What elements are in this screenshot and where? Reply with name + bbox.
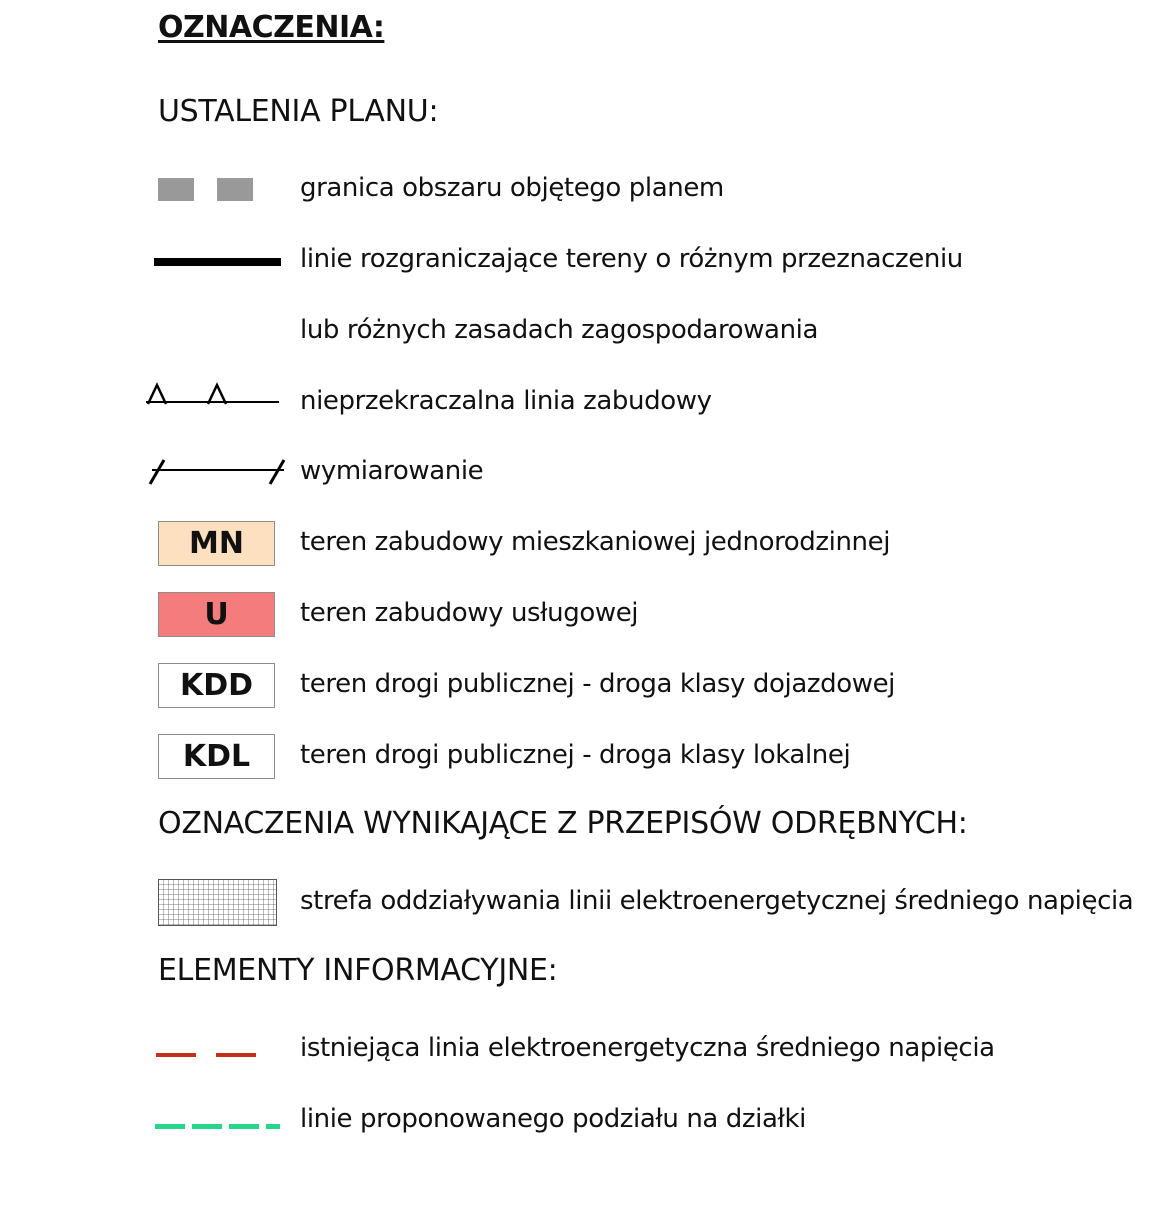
proposed-division-label: linie proponowanego podziału na działki xyxy=(300,1104,806,1134)
kdd-label: teren drogi publicznej - droga klasy dojazdowej xyxy=(300,669,896,699)
existing-power-line-label: istniejąca linia elektroenergetyczna średniego napięcia xyxy=(300,1033,995,1063)
power-line-symbol xyxy=(156,1045,261,1064)
power-zone-label: strefa oddziaływania linii elektroenergetycznej średniego napięcia xyxy=(300,886,1134,916)
u-label: teren zabudowy usługowej xyxy=(300,598,639,628)
mn-code: MN xyxy=(189,526,244,561)
dividing-line-symbol xyxy=(154,255,284,274)
plan-boundary-label: granica obszaru objętego planem xyxy=(300,173,724,203)
plan-boundary-symbol xyxy=(158,178,258,206)
dimensioning-label: wymiarowanie xyxy=(300,456,484,486)
kdl-code: KDL xyxy=(182,739,251,774)
dividing-lines-label-continued: lub różnych zasadach zagospodarowania xyxy=(300,315,819,345)
kdd-code: KDD xyxy=(179,668,254,703)
section-plan-heading: USTALENIA PLANU: xyxy=(158,94,439,129)
building-line-label: nieprzekraczalna linia zabudowy xyxy=(300,386,712,416)
mn-zone-box xyxy=(158,521,275,566)
kdd-zone-box xyxy=(158,663,275,708)
kdl-zone-box xyxy=(158,734,275,779)
section-info-heading: ELEMENTY INFORMACYJNE: xyxy=(158,953,558,988)
u-zone-box xyxy=(158,592,275,637)
section-separate-heading: OZNACZENIA WYNIKAJĄCE Z PRZEPISÓW ODRĘBNYCH: xyxy=(158,806,968,841)
legend-title: OZNACZENIA: xyxy=(158,10,385,45)
kdl-label: teren drogi publicznej - droga klasy lokalnej xyxy=(300,740,851,770)
dimensioning-symbol xyxy=(146,458,291,492)
power-zone-hatch-symbol xyxy=(158,879,278,931)
building-line-symbol xyxy=(144,382,284,414)
mn-label: teren zabudowy mieszkaniowej jednorodzinnej xyxy=(300,527,891,557)
division-line-symbol xyxy=(155,1116,285,1135)
dividing-lines-label: linie rozgraniczające tereny o różnym przeznaczeniu xyxy=(300,244,963,274)
u-code: U xyxy=(204,597,229,632)
